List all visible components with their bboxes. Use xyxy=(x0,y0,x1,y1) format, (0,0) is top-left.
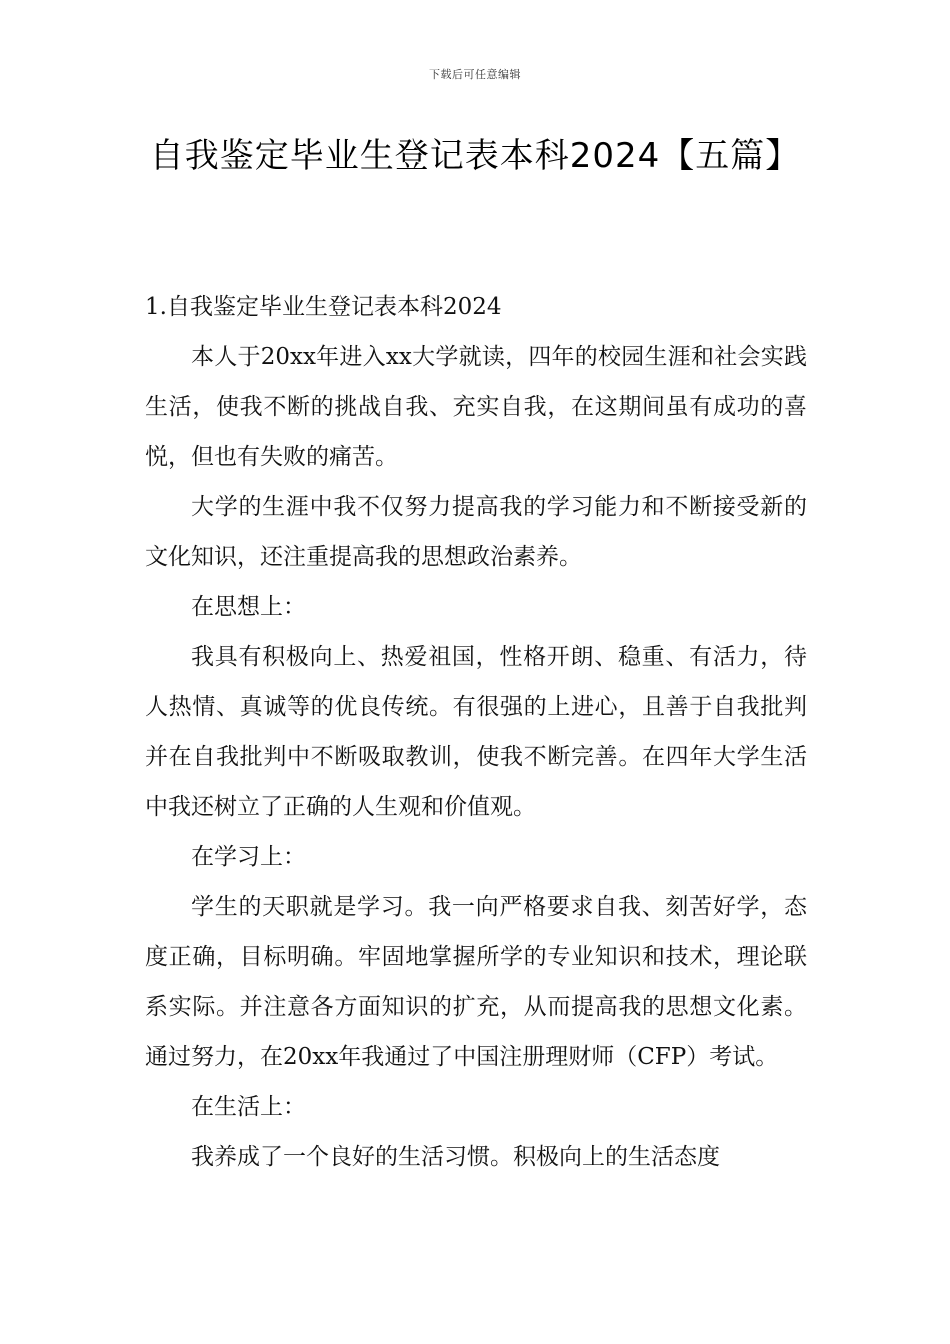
paragraph-study: 学生的天职就是学习。我一向严格要求自我、刻苦好学，态度正确，目标明确。牢固地掌握所学的专业知识和技术，理论联系实际。并注意各方面知识的扩充，从而提高我的思想文化素。通过努力，在20xx年我通过了中国注册理财师（CFP）考试。 xyxy=(145,894,807,1070)
paragraph-intro: 本人于20xx年进入xx大学就读，四年的校园生涯和社会实践生活，使我不断的挑战自我、充实自我，在这期间虽有成功的喜悦，但也有失败的痛苦。 xyxy=(145,344,807,470)
subheading-life: 在生活上： xyxy=(191,1094,306,1120)
paragraph-ideology: 我具有积极向上、热爱祖国，性格开朗、稳重、有活力，待人热情、真诚等的优良传统。有很强的上进心，且善于自我批判并在自我批判中不断吸取教训，使我不断完善。在四年大学生活中我还树立了正确的人生观和价值观。 xyxy=(145,644,807,820)
header-note: 下载后可任意编辑 xyxy=(429,68,521,81)
subheading-ideology: 在思想上： xyxy=(191,594,306,620)
subheading-study: 在学习上： xyxy=(191,844,306,870)
paragraph-career: 大学的生涯中我不仅努力提高我的学习能力和不断接受新的文化知识，还注重提高我的思想政治素养。 xyxy=(145,494,807,570)
document-body xyxy=(145,282,807,1182)
document-title: 自我鉴定毕业生登记表本科2024【五篇】 xyxy=(149,136,801,176)
section-heading: 1.自我鉴定毕业生登记表本科2024 xyxy=(145,294,502,320)
paragraph-life: 我养成了一个良好的生活习惯。积极向上的生活态度 xyxy=(191,1144,720,1170)
